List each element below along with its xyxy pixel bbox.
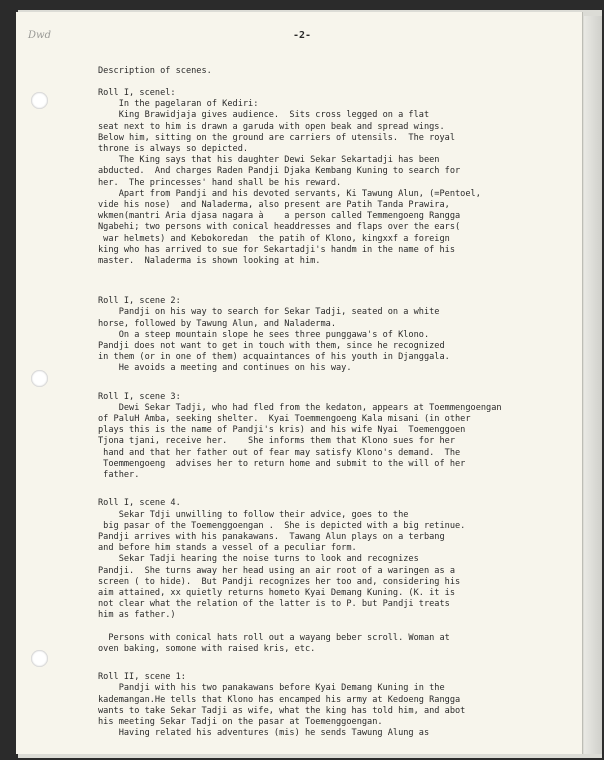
text-line: his meeting Sekar Tadji on the pasar at Toemenggoengan. — [98, 716, 383, 727]
text-line: Pandji. She turns away her head using an air root of a waringen as a — [98, 565, 455, 576]
scene-list — [98, 88, 568, 739]
text-line: father. — [98, 470, 140, 481]
text-line: oven baking, somone with raised kris, etc. — [98, 643, 316, 654]
text-line: plays this is the name of Pandji's kris) and his wife Nyai Toemenggoen — [98, 425, 466, 436]
text-line: Persons with conical hats roll out a wayang beber scroll. Woman at — [98, 632, 450, 643]
page-number: -2- — [292, 30, 312, 41]
scene-title: Roll II, scene 1: — [98, 672, 186, 683]
text-line: Pandji arrives with his panakawans. Tawang Alun plays on a terbang — [98, 531, 445, 542]
text-line: not clear what the relation of the latter is to P. but Pandji treats — [98, 599, 450, 610]
punch-hole — [31, 650, 48, 667]
text-line: King Brawidjaja gives audience. Sits cross legged on a flat — [98, 110, 430, 121]
text-line: Sekar Tdji unwilling to follow their advice, goes to the — [98, 509, 409, 520]
scene-title: Roll I, scene 3: — [98, 391, 181, 402]
scene-block — [98, 498, 568, 655]
text-line: Pandji on his way to search for Sekar Tadji, seated on a white — [98, 307, 440, 318]
scene-title: Roll I, scene 4. — [98, 498, 181, 509]
text-line: wkmen(mantri Aria djasa nagara à a person called Temmengoeng Rangga — [98, 211, 461, 222]
punch-hole — [31, 92, 48, 109]
scene-title: Roll I, scene 2: — [98, 296, 181, 307]
text-line — [98, 622, 568, 633]
text-line: war helmets) and Kebokoredan the patih of Klono, kingxxf a foreign — [98, 233, 450, 244]
text-line: master. Naladerma is shown looking at him. — [98, 256, 321, 267]
text-line: and before him stands a vessel of a peculiar form. — [98, 543, 357, 554]
text-line: seat next to him is drawn a garuda with open beak and spread wings. — [98, 121, 445, 132]
text-line: wants to take Sekar Tadji as wife, what the king has told him, and abot — [98, 705, 466, 716]
text-line: hand and that her father out of fear may satisfy Klono's demand. The — [98, 447, 461, 458]
text-line: Sekar Tadji hearing the noise turns to look and recognizes — [98, 554, 419, 565]
text-line: her. The princesses' hand shall be his reward. — [98, 177, 342, 188]
text-line: Pandji does not want to get in touch with them, since he recognized — [98, 341, 445, 352]
scene-title: Roll I, scenel: — [98, 88, 176, 98]
text-line: aim attained, xx quietly returns hometo Kyai Demang Kuning. (K. it is — [98, 587, 455, 598]
text-line: big pasar of the Toemenggoengan . She is depicted with a big retinue. — [98, 520, 466, 531]
scene-block — [98, 392, 568, 482]
text-line: kademangan.He tells that Klono has encamped his army at Kedoeng Rangga — [98, 694, 461, 705]
text-line: in them (or in one of them) acquaintances of his youth in Djanggala. — [98, 352, 450, 363]
text-line: On a steep mountain slope he sees three punggawa's of Klono. — [98, 329, 430, 340]
scene-block — [98, 88, 568, 267]
page-edges — [584, 16, 602, 754]
text-line: Below him, sitting on the ground are carriers of utensils. The royal — [98, 132, 455, 143]
text-line: screen ( to hide). But Pandji recognizes her too and, considering his — [98, 576, 461, 587]
description-heading: Description of scenes. — [98, 66, 212, 76]
text-line: The King says that his daughter Dewi Sekar Sekartadji has been — [98, 155, 440, 166]
text-line: king who has arrived to sue for Sekartadji's handm in the name of his — [98, 244, 455, 255]
scene-block — [98, 296, 568, 374]
text-line: of PaluH Amba, seeking shelter. Kyai Toemmengoeng Kala misani (in other — [98, 414, 471, 425]
text-line: Dewi Sekar Tadji, who had fled from the kedaton, appears at Toemmengoengan — [98, 402, 502, 413]
scene-block — [98, 672, 568, 739]
pencil-note: Dwd — [28, 30, 51, 41]
text-line: Toemmengoeng advises her to return home and submit to the will of her — [98, 458, 466, 469]
text-line: In the pagelaran of Kediri: — [98, 99, 259, 110]
text-line: horse, followed by Tawung Alun, and Naladerma. — [98, 318, 336, 329]
text-line: throne is always so depicted. — [98, 144, 249, 155]
text-line: abducted. And charges Raden Pandji Djaka Kembang Kuning to search for — [98, 166, 461, 177]
text-line: Ngabehi; two persons with conical headdresses and flaps over the ears( — [98, 222, 461, 233]
text-line: him as father.) — [98, 610, 176, 621]
punch-hole — [31, 370, 48, 387]
text-line: He avoids a meeting and continues on his way. — [98, 363, 352, 374]
text-line: Apart from Pandji and his devoted servants, Ki Tawung Alun, (=Pentoel, — [98, 188, 481, 199]
text-line: Having related his adventures (mis) he sends Tawung Alung as — [98, 728, 430, 739]
text-line: vide his nose) and Naladerma, also present are Patih Tanda Prawira, — [98, 200, 450, 211]
text-line: Tjona tjani, receive her. She informs them that Klono sues for her — [98, 436, 455, 447]
text-line: Pandji with his two panakawans before Kyai Demang Kuning in the — [98, 683, 445, 694]
